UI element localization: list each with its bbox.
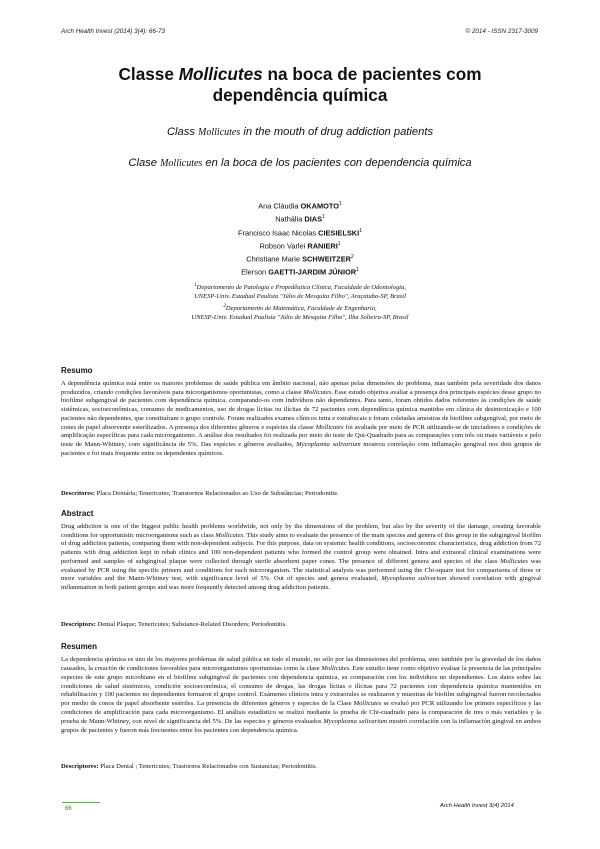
author: Robson Varlei RANIERI$^1$ xyxy=(259,240,341,251)
running-header-journal: Arch Health Invest (2014) 3(4): 66-73 xyxy=(61,28,165,35)
title-pt-after: na boca de pacientes com xyxy=(262,64,482,84)
title-pt-genus: Mollicutes xyxy=(178,64,263,84)
abstract-portuguese: A dependência química está entre os maiores problemas de saúde pública em âmbito nacional, não apenas pelas dimensões do problema, mas também pela severidade dos danos produzidos, criando condições favoráveis para microrganismos oportunistas, como a classe Mollicutes. Esse estudo objetiva avaliar a presença dos principais espécies desse grupo no biofilme subgengival de pacientes com dependência química, comparando-os com indivíduos não dependentes. Para tanto, foram obtidos dados referentes às condições de saúde sistêmicas, socioeconômicas, consumo de medicamentos, uso de drogas lícitas ou ilícitas de 72 pacientes com dependência química mantidos em clínica de desintoxicação e 100 pacientes não dependentes, que constituíram o grupo controle. Foram realizados exames clínicos intra e extrabucais e foram coletadas amostras de biofilme subgengival, por meio de cones de papel absorvente esterilizados. A presença dos diferentes gêneros e espécies da classe Mollicutes foi avaliada por meio de PCR utilizando-se de iniciadores e condições de amplificação específicas para cada microrganismo. A análise dos resultados foi realizada por meio do teste de Qui-Quadrado para as comparações com três ou mais variáveis e pelo teste de Mann-Whitney, com significância de 5%. Das espécies e gêneros avaliados, Mycoplasma salivarium mostrou correlação com inflamação gengival nos dois grupos de pacientes e foi mais frequente entre os dependentes químicos. xyxy=(61,380,541,457)
author: Francisco Isaac Nicolas CIESIELSKI$^1$ xyxy=(238,227,362,237)
footer-rule xyxy=(62,802,100,803)
author: Nathália DIAS$^1$ xyxy=(275,214,325,224)
running-header-issn: © 2014 - ISSN 2317-3009 xyxy=(465,28,538,35)
title-pt-before: Classe xyxy=(118,64,179,84)
affiliation-1-line1: $^1$Departamento de Patologia e Propedêutica Clínica, Faculdade de Odontologia, xyxy=(194,283,406,292)
page-number: 66 xyxy=(65,806,72,812)
title-pt-line2: dependência química xyxy=(212,85,388,105)
title-spanish xyxy=(40,157,560,169)
affiliation-2-line2: UNESP-Univ. Estadual Paulista "Júlio de Mesquita Filho", Ilha Solteira-SP, Brasil xyxy=(191,313,409,321)
title-es-genus: Mollicutes xyxy=(160,158,203,169)
author: Elerson GAETTI-JARDIM JÚNIOR$^1$ xyxy=(241,267,359,277)
page-title xyxy=(40,64,560,106)
title-es-after: en la boca de los pacientes con dependencia química xyxy=(202,157,472,169)
title-en-genus: Mollicutes xyxy=(198,127,241,138)
abstract-spanish: La dependencia química es uno de los mayores problemas de salud pública en todo el mundo, no sólo por las dimensiones del problema, sino también por la gravedad de los daños causados, la creación de condiciones favorables para microorganismos oportunistas como la clase Mollicutes. Este estudio tiene como objetivo evaluar la presencia de las principales especies de este grupo microbiano en el biofilme subgingival de pacientes con dependencia química, su comparación con los individuos no dependientes. Los datos sobre las condiciones de salud sistémicos, condición socioeconómica, el consumo de drogas, las drogas lícitas o ilícitas para 72 pacientes con dependencia química mantenidos en rehabilitación y 100 pacientes no dependientes formaron el grupo control. Exámenes clínicos intra y extraorales se realizaron y muestras de biofilm subgingival fueron recolectados por medio de conos de papel absorbente estériles. La presencia de diferentes géneros y especies de la Clase Mollicutes se evaluó por PCR utilizando los primers específicos y las condiciones de amplificación para cada microorganismo. El análisis estadístico se realizó mediante la prueba de Chi-cuadrado para la comparación de tres o más variables y la prueba de Mann-Whitney, con nivel de significancia del 5%. De las especies y géneros evaluados Mycoplasma salivarium mostró correlación con la inflamación gingival en ambos grupos de pacientes y fueron más frecuentes entre los pacientes con dependencia química. xyxy=(61,656,541,734)
title-en-after: in the mouth of drug addiction patients xyxy=(240,126,434,138)
keywords-english: Descriptors: Dental Plaque; Tenericutes; Substance-Related Disorders; Periodontitis. xyxy=(61,621,287,628)
title-english xyxy=(40,126,560,138)
title-es-before: Clase xyxy=(128,157,161,169)
keywords-spanish: Descriptores: Placa Dental ; Tenericutes; Trastornos Relacionados con Sustancias; Periodontitis. xyxy=(61,763,318,770)
keywords-portuguese: Descritores: Placa Dentária; Tenericutes; Transtornos Relacionados ao Uso de Substâncias; Periodontite. xyxy=(61,490,339,497)
section-heading-abstract: Abstract xyxy=(61,509,94,518)
author-list xyxy=(150,199,450,279)
affiliations xyxy=(120,281,480,322)
footer-journal-ref: Arch Health Invest 3(4) 2014 xyxy=(440,803,514,809)
author: Christiane Marie SCHWEITZER$^2$ xyxy=(246,254,354,264)
affiliation-2-line1: $^2$Departamento de Matemática, Faculdade de Engenharia, xyxy=(223,303,377,312)
author: Ana Cláudia OKAMOTO$^1$ xyxy=(258,201,342,211)
section-heading-resumo: Resumo xyxy=(61,366,93,375)
title-en-before: Class xyxy=(166,126,199,138)
section-heading-resumen: Resumen xyxy=(61,642,98,651)
affiliation-1-line2: UNESP-Univ. Estadual Paulista "Júlio de Mesquita Filho", Araçatuba-SP, Brasil xyxy=(194,293,406,301)
abstract-english: Drug addiction is one of the biggest public health problems worldwide, not only by the dimensions of the problem, but also by the severity of the damage, creating favorable conditions for opportunistic microorganisms such as class Mollicutes. This study aims to evaluate the presence of the main species and genera of this group in the subgingival biofilm of drug addiction patients, comparing them with non-dependent subjects. For this purpose, data on systemic health conditions, socioeconomic characteristics, drug addiction from 72 patients with drug addiction kept in rehab clinics and 100 non-dependent patients who formed the control group were obtained. Intra and extraoral clinical examinations were performed and samples of subgingival plaque were collected through sterile absorbent paper cones. The presence of different genera and species of the class Mollicutes was evaluated by PCR using the specific primers and conditions for each microorganism. The statistical analysis was performed using the Chi-square test for comparisons of three or more variables and the Mann-Whitney test, with significance level of 5%. Out of species and genera evaluated, Mycoplasma salivarium showed correlation with gingival inflammation in both patient groups and was more frequently detected among drug addiction patients. xyxy=(61,523,542,591)
